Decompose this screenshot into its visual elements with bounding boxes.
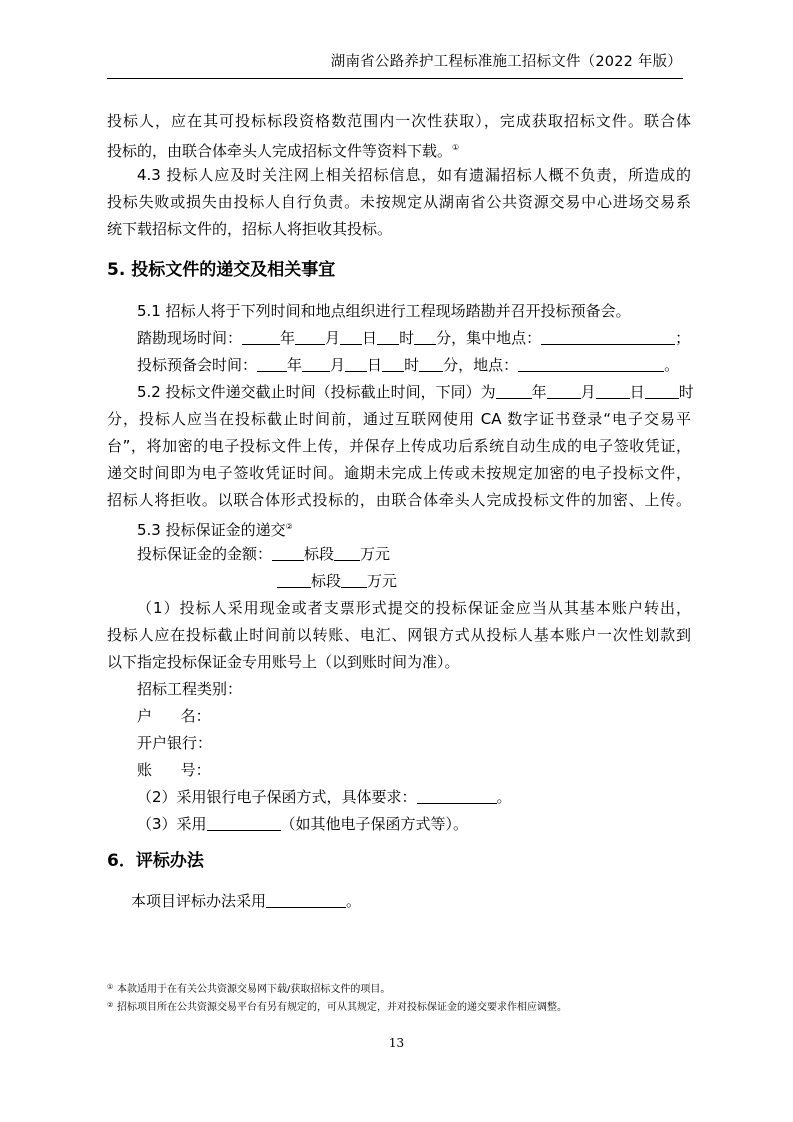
- bid-bond-amount-line-1: [137, 543, 390, 565]
- bid-bond-item-3-blank[interactable]: [207, 815, 281, 831]
- site-visit-day: 日: [362, 329, 378, 347]
- bid-bond-item-1-line-3: 以下指定投标保证金专用账号上（以到账时间为准）。: [107, 653, 460, 671]
- para-5-3-title: [137, 516, 293, 538]
- site-visit-line: [137, 327, 690, 349]
- bid-bond-section-2-blank[interactable]: [277, 572, 311, 588]
- para-5-2-line-2: 分，投标人应当在投标截止时间前，通过互联网使用 CA 数字证书登录“电子交易平: [107, 410, 691, 428]
- evaluation-method-start: 本项目评标办法采用: [131, 892, 267, 910]
- deadline-hour: 时: [678, 383, 694, 401]
- para-5-2-start: 5.2 投标文件递交截止时间（投标截止时间，下同）为: [137, 383, 496, 401]
- bid-bond-item-2: [137, 786, 512, 808]
- pre-bid-day-blank[interactable]: [345, 356, 367, 372]
- section-6-heading: 6．评标办法: [107, 851, 204, 871]
- footnote-ref-2[interactable]: ②: [285, 522, 293, 531]
- para-5-2-line-4: 递交时间即为电子签收凭证时间。逾期未完成上传或未按规定加密的电子投标文件，: [107, 464, 691, 482]
- pre-bid-hour-blank[interactable]: [382, 356, 404, 372]
- pre-bid-end: 。: [664, 356, 680, 374]
- site-visit-location-blank[interactable]: [541, 329, 675, 345]
- bid-bond-section-2-label: 标段: [311, 572, 342, 590]
- para-5-2-line-1: [137, 381, 694, 403]
- bid-bond-amount-line-2: [277, 570, 397, 592]
- bid-bond-amount-label: 投标保证金的金额：: [137, 545, 273, 563]
- footnote-2-mark: ②: [107, 1001, 114, 1009]
- bid-bond-amount-1-blank[interactable]: [334, 545, 360, 561]
- bid-bond-section-1-blank[interactable]: [272, 545, 304, 561]
- site-visit-year: 年: [280, 329, 296, 347]
- site-visit-hour: 时: [399, 329, 415, 347]
- para-4-3-line-1: 4.3 投标人应及时关注网上相关招标信息，如有遗漏招标人概不负责，所造成的: [137, 166, 691, 184]
- site-visit-end: ；: [675, 329, 691, 347]
- footnote-1-mark: ①: [107, 983, 114, 991]
- deadline-year: 年: [531, 383, 547, 401]
- page-number: 13: [388, 1036, 405, 1050]
- pre-bid-month-blank[interactable]: [302, 356, 330, 372]
- running-header: 湖南省公路养护工程标准施工招标文件（2022 年版）: [330, 54, 682, 70]
- deadline-month-blank[interactable]: [547, 383, 581, 399]
- bid-bond-amount-2-blank[interactable]: [341, 572, 367, 588]
- footnote-1: [107, 980, 667, 997]
- bid-bond-item-2-end: 。: [496, 788, 512, 806]
- pre-bid-minute-blank[interactable]: [419, 356, 443, 372]
- pre-bid-year-blank[interactable]: [257, 356, 287, 372]
- header-rule: [107, 78, 683, 79]
- evaluation-method-end: 。: [346, 892, 362, 910]
- para-5-3-title-text: 5.3 投标保证金的递交: [137, 521, 286, 539]
- para-4-2-line-2-text: 投标的，由联合体牵头人完成招标文件等资料下载。: [107, 142, 453, 160]
- deadline-year-blank[interactable]: [496, 383, 532, 399]
- deadline-hour-blank[interactable]: [645, 383, 679, 399]
- site-visit-month-blank[interactable]: [295, 329, 325, 345]
- account-name-label: 户 名：: [137, 707, 211, 725]
- deadline-month: 月: [580, 383, 596, 401]
- para-4-2-line-1: 投标人，应在其可投标标段资格数范围内一次性获取），完成获取招标文件。联合体: [107, 112, 691, 130]
- para-5-2-line-5: 招标人将拒收。以联合体形式投标的，由联合体牵头人完成投标文件的加密、上传。: [107, 491, 691, 509]
- pre-bid-year: 年: [287, 356, 303, 374]
- bid-bond-item-2-blank[interactable]: [417, 788, 497, 804]
- footnote-ref-1[interactable]: ①: [452, 143, 460, 152]
- pre-bid-label: 投标预备会时间：: [137, 356, 258, 374]
- para-4-3-line-2: 投标失败或损失由投标人自行负责。未按规定从湖南省公共资源交易中心进场交易系: [107, 193, 691, 211]
- para-4-2-line-2: [107, 137, 459, 159]
- bid-bond-section-1-label: 标段: [304, 545, 335, 563]
- bid-bond-item-2-text: （2）采用银行电子保函方式，具体要求：: [137, 788, 417, 806]
- deadline-day: 日: [629, 383, 645, 401]
- pre-bid-location-label: 分，地点：: [443, 356, 519, 374]
- bid-bond-unit-2: 万元: [367, 572, 398, 590]
- pre-bid-month: 月: [330, 356, 346, 374]
- para-4-3-line-3: 统下载招标文件的，招标人将拒收其投标。: [107, 220, 393, 238]
- bid-bond-unit-1: 万元: [360, 545, 391, 563]
- site-visit-location-label: 分，集中地点：: [436, 329, 542, 347]
- site-visit-minute-blank[interactable]: [414, 329, 436, 345]
- bid-bond-item-1-line-1: （1）投标人采用现金或者支票形式提交的投标保证金应当从其基本账户转出，: [137, 599, 691, 617]
- footnote-2: [107, 998, 667, 1015]
- site-visit-label: 踏勘现场时间：: [137, 329, 243, 347]
- para-5-2-line-3: 台”，将加密的电子投标文件上传，并保存上传成功后系统自动生成的电子签收凭证，: [107, 437, 691, 455]
- pre-bid-line: [137, 354, 679, 376]
- section-5-heading: 5. 投标文件的递交及相关事宜: [107, 260, 336, 280]
- para-5-1: 5.1 招标人将于下列时间和地点组织进行工程现场踏勘并召开投标预备会。: [137, 302, 631, 320]
- bid-bond-item-3: [137, 813, 468, 835]
- deadline-day-blank[interactable]: [596, 383, 630, 399]
- site-visit-month: 月: [325, 329, 341, 347]
- pre-bid-day: 日: [367, 356, 383, 374]
- footnote-2-text: 招标项目所在公共资源交易平台有另有规定的，可从其规定，并对投标保证金的递交要求作相应调整。: [117, 1002, 567, 1013]
- site-visit-day-blank[interactable]: [340, 329, 362, 345]
- evaluation-method-line: [131, 890, 361, 912]
- site-visit-hour-blank[interactable]: [377, 329, 399, 345]
- account-number-label: 账 号：: [137, 761, 211, 779]
- pre-bid-location-blank[interactable]: [518, 356, 664, 372]
- bid-bond-item-1-line-2: 投标人应在投标截止时间前以转账、电汇、网银方式从投标人基本账户一次性划款到: [107, 626, 691, 644]
- site-visit-year-blank[interactable]: [242, 329, 280, 345]
- project-type-label: 招标工程类别：: [137, 680, 243, 698]
- bid-bond-item-3-start: （3）采用: [137, 815, 207, 833]
- footnote-1-text: 本款适用于在有关公共资源交易网下载/获取招标文件的项目。: [117, 984, 391, 995]
- evaluation-method-blank[interactable]: [266, 892, 346, 908]
- bank-label: 开户银行：: [137, 734, 213, 752]
- bid-bond-item-3-end: （如其他电子保函方式等）。: [280, 815, 469, 833]
- pre-bid-hour: 时: [404, 356, 420, 374]
